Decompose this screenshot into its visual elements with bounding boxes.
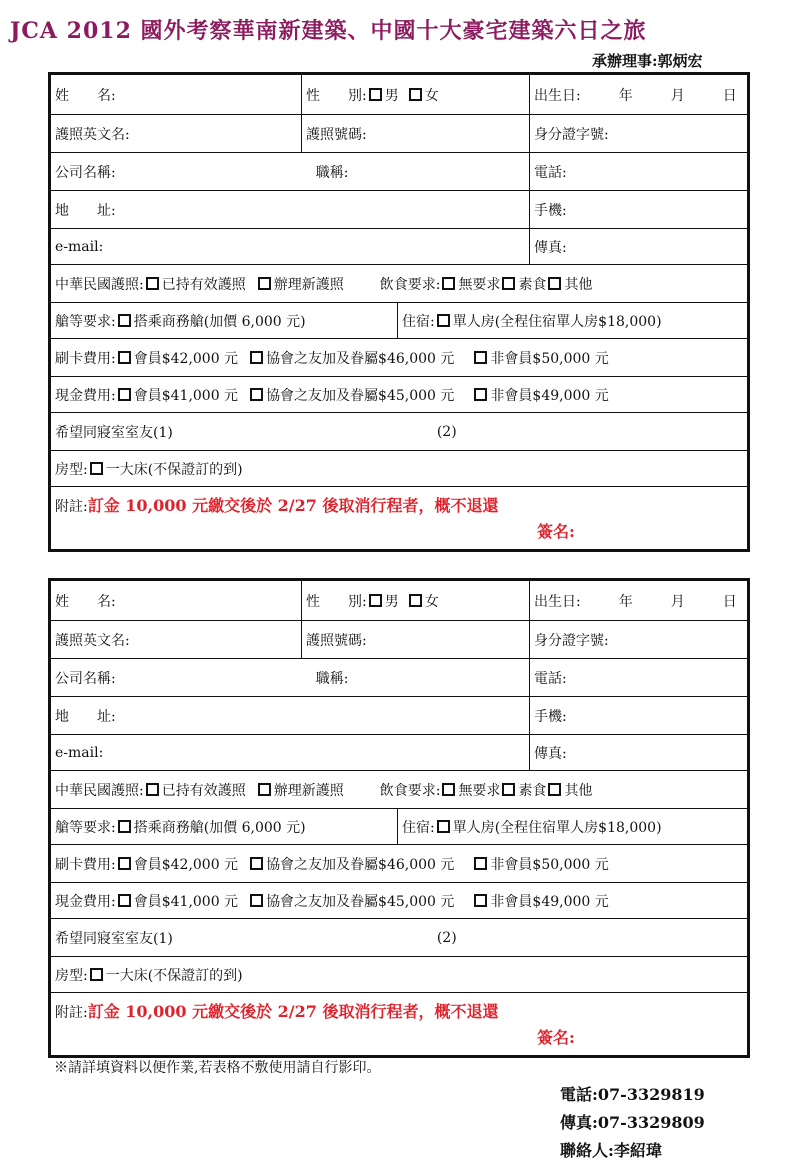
card-nonmember-checkbox[interactable] bbox=[474, 351, 487, 364]
row-roommate bbox=[51, 413, 747, 451]
card-friend-checkbox[interactable] bbox=[250, 351, 263, 364]
remark-text: 訂金 10,000 元繳交後於 2/27 後取消行程者，概不退還 bbox=[87, 496, 499, 515]
cabin-business-label: 搭乘商務艙(加價 6,000 元) bbox=[133, 819, 306, 836]
passport-en-name-label: 護照英文名: bbox=[55, 126, 130, 143]
contact-fax: 傳真:07-3329809 bbox=[560, 1113, 705, 1132]
phone-label: 電話: bbox=[534, 164, 567, 181]
phone-label: 電話: bbox=[534, 670, 567, 687]
registration-form-2 bbox=[48, 578, 750, 1058]
room-type-checkbox[interactable] bbox=[90, 968, 103, 981]
roc-passport-label: 中華民國護照: bbox=[55, 782, 144, 799]
address-label: 地 址: bbox=[55, 708, 116, 725]
cash-friend-label: 協會之友加及眷屬$45,000 元 bbox=[266, 387, 455, 404]
room-type-option: 一大床(不保證訂的到) bbox=[105, 967, 243, 984]
email-label: e-mail: bbox=[55, 744, 104, 761]
diet-other-checkbox[interactable] bbox=[548, 783, 561, 796]
card-nonmember-checkbox[interactable] bbox=[474, 857, 487, 870]
lodging-single-checkbox[interactable] bbox=[437, 820, 450, 833]
gender-female-label: 女 bbox=[424, 87, 439, 104]
cash-fee-label: 現金費用: bbox=[55, 387, 116, 404]
row-address bbox=[51, 191, 747, 229]
signature-label: 簽名: bbox=[537, 522, 575, 541]
card-member-checkbox[interactable] bbox=[118, 351, 131, 364]
cabin-business-label: 搭乘商務艙(加價 6,000 元) bbox=[133, 313, 306, 330]
gender-male-label: 男 bbox=[384, 87, 399, 104]
fax-label: 傳真: bbox=[534, 745, 567, 762]
passport-no-label: 護照號碼: bbox=[306, 632, 367, 649]
gender-label: 性 別: bbox=[306, 87, 367, 104]
cash-member-checkbox[interactable] bbox=[118, 388, 131, 401]
cash-nonmember-checkbox[interactable] bbox=[474, 894, 487, 907]
room-type-label: 房型: bbox=[55, 461, 88, 478]
job-title-label: 職稱: bbox=[315, 164, 349, 181]
gender-male-label: 男 bbox=[384, 593, 399, 610]
row-card-fee bbox=[51, 845, 747, 883]
name-label: 姓 名: bbox=[55, 87, 116, 104]
roommate-2-label: (2) bbox=[436, 423, 457, 440]
gender-female-label: 女 bbox=[424, 593, 439, 610]
cash-nonmember-label: 非會員$49,000 元 bbox=[490, 387, 609, 404]
passport-valid-checkbox[interactable] bbox=[146, 277, 159, 290]
job-title-label: 職稱: bbox=[315, 670, 349, 687]
roommate-2-label: (2) bbox=[436, 929, 457, 946]
row-roommate bbox=[51, 919, 747, 957]
roc-passport-label: 中華民國護照: bbox=[55, 276, 144, 293]
birth-day-label: 日 bbox=[722, 87, 737, 104]
lodging-label: 住宿: bbox=[402, 313, 435, 330]
contact-phone: 電話:07-3329819 bbox=[560, 1085, 705, 1104]
email-label: e-mail: bbox=[55, 238, 104, 255]
contact-person: 聯絡人:李紹瑋 bbox=[560, 1141, 662, 1160]
passport-valid-label: 已持有效護照 bbox=[161, 276, 246, 293]
cabin-business-checkbox[interactable] bbox=[118, 820, 131, 833]
passport-new-label: 辦理新護照 bbox=[273, 276, 344, 293]
cabin-label: 艙等要求: bbox=[55, 313, 116, 330]
name-label: 姓 名: bbox=[55, 593, 116, 610]
birth-label: 出生日: bbox=[534, 593, 581, 610]
card-friend-checkbox[interactable] bbox=[250, 857, 263, 870]
remark-text: 訂金 10,000 元繳交後於 2/27 後取消行程者，概不退還 bbox=[87, 1002, 499, 1021]
cash-nonmember-checkbox[interactable] bbox=[474, 388, 487, 401]
passport-new-checkbox[interactable] bbox=[258, 783, 271, 796]
roommate-label: 希望同寢室室友(1) bbox=[55, 424, 173, 441]
row-room-type bbox=[51, 957, 747, 993]
cash-member-label: 會員$41,000 元 bbox=[133, 387, 239, 404]
cash-friend-checkbox[interactable] bbox=[250, 894, 263, 907]
page-title: JCA 2012 國外考察華南新建築、中國十大豪宅建築六日之旅 bbox=[10, 18, 647, 44]
gender-male-checkbox[interactable] bbox=[369, 88, 382, 101]
id-no-label: 身分證字號: bbox=[534, 632, 609, 649]
row-email bbox=[51, 735, 747, 771]
gender-female-checkbox[interactable] bbox=[409, 88, 422, 101]
id-no-label: 身分證字號: bbox=[534, 126, 609, 143]
diet-veg-label: 素食 bbox=[518, 782, 547, 799]
organizer: 承辦理事:郭炳宏 bbox=[592, 52, 703, 70]
row-address bbox=[51, 697, 747, 735]
remark-label: 附註: bbox=[55, 499, 88, 515]
passport-en-name-label: 護照英文名: bbox=[55, 632, 130, 649]
row-name bbox=[51, 581, 747, 621]
remark-label: 附註: bbox=[55, 1005, 88, 1021]
cabin-label: 艙等要求: bbox=[55, 819, 116, 836]
diet-none-checkbox[interactable] bbox=[442, 277, 455, 290]
row-email bbox=[51, 229, 747, 265]
diet-none-label: 無要求 bbox=[458, 782, 501, 799]
row-room-type bbox=[51, 451, 747, 487]
diet-veg-checkbox[interactable] bbox=[502, 277, 515, 290]
company-label: 公司名稱: bbox=[55, 670, 116, 687]
signature-label: 簽名: bbox=[537, 1028, 575, 1047]
gender-male-checkbox[interactable] bbox=[369, 594, 382, 607]
card-member-checkbox[interactable] bbox=[118, 857, 131, 870]
registration-form-1 bbox=[48, 72, 750, 552]
cash-nonmember-label: 非會員$49,000 元 bbox=[490, 893, 609, 910]
birth-label: 出生日: bbox=[534, 87, 581, 104]
fax-label: 傳真: bbox=[534, 239, 567, 256]
cash-friend-checkbox[interactable] bbox=[250, 388, 263, 401]
diet-other-label: 其他 bbox=[564, 276, 593, 293]
row-company bbox=[51, 153, 747, 191]
birth-year-label: 年 bbox=[618, 87, 633, 104]
card-friend-label: 協會之友加及眷屬$46,000 元 bbox=[266, 350, 455, 367]
diet-label: 飲食要求: bbox=[379, 782, 441, 799]
diet-none-label: 無要求 bbox=[458, 276, 501, 293]
footnote: ※請詳填資料以便作業,若表格不敷使用請自行影印。 bbox=[54, 1060, 381, 1076]
row-roc-passport bbox=[51, 771, 747, 809]
row-company bbox=[51, 659, 747, 697]
row-cash-fee bbox=[51, 883, 747, 919]
cash-member-label: 會員$41,000 元 bbox=[133, 893, 239, 910]
mobile-label: 手機: bbox=[534, 202, 567, 219]
passport-new-checkbox[interactable] bbox=[258, 277, 271, 290]
cash-friend-label: 協會之友加及眷屬$45,000 元 bbox=[266, 893, 455, 910]
row-passport bbox=[51, 115, 747, 153]
mobile-label: 手機: bbox=[534, 708, 567, 725]
birth-month-label: 月 bbox=[670, 593, 685, 610]
passport-valid-label: 已持有效護照 bbox=[161, 782, 246, 799]
address-label: 地 址: bbox=[55, 202, 116, 219]
birth-month-label: 月 bbox=[670, 87, 685, 104]
roommate-label: 希望同寢室室友(1) bbox=[55, 930, 173, 947]
card-fee-label: 刷卡費用: bbox=[55, 350, 116, 367]
passport-no-label: 護照號碼: bbox=[306, 126, 367, 143]
diet-label: 飲食要求: bbox=[379, 276, 441, 293]
row-cabin bbox=[51, 303, 747, 339]
lodging-single-label: 單人房(全程住宿單人房$18,000) bbox=[452, 819, 662, 836]
row-cash-fee bbox=[51, 377, 747, 413]
gender-label: 性 別: bbox=[306, 593, 367, 610]
row-roc-passport bbox=[51, 265, 747, 303]
card-nonmember-label: 非會員$50,000 元 bbox=[490, 856, 609, 873]
company-label: 公司名稱: bbox=[55, 164, 116, 181]
room-type-checkbox[interactable] bbox=[90, 462, 103, 475]
card-member-label: 會員$42,000 元 bbox=[133, 856, 239, 873]
birth-year-label: 年 bbox=[618, 593, 633, 610]
lodging-label: 住宿: bbox=[402, 819, 435, 836]
card-friend-label: 協會之友加及眷屬$46,000 元 bbox=[266, 856, 455, 873]
diet-other-checkbox[interactable] bbox=[548, 277, 561, 290]
card-member-label: 會員$42,000 元 bbox=[133, 350, 239, 367]
row-passport bbox=[51, 621, 747, 659]
row-remark bbox=[51, 487, 747, 549]
diet-none-checkbox[interactable] bbox=[442, 783, 455, 796]
room-type-option: 一大床(不保證訂的到) bbox=[105, 461, 243, 478]
room-type-label: 房型: bbox=[55, 967, 88, 984]
row-card-fee bbox=[51, 339, 747, 377]
birth-day-label: 日 bbox=[722, 593, 737, 610]
passport-new-label: 辦理新護照 bbox=[273, 782, 344, 799]
row-cabin bbox=[51, 809, 747, 845]
cash-fee-label: 現金費用: bbox=[55, 893, 116, 910]
diet-other-label: 其他 bbox=[564, 782, 593, 799]
lodging-single-label: 單人房(全程住宿單人房$18,000) bbox=[452, 313, 662, 330]
card-fee-label: 刷卡費用: bbox=[55, 856, 116, 873]
gender-female-checkbox[interactable] bbox=[409, 594, 422, 607]
cabin-business-checkbox[interactable] bbox=[118, 314, 131, 327]
diet-veg-label: 素食 bbox=[518, 276, 547, 293]
row-remark bbox=[51, 993, 747, 1055]
cash-member-checkbox[interactable] bbox=[118, 894, 131, 907]
card-nonmember-label: 非會員$50,000 元 bbox=[490, 350, 609, 367]
lodging-single-checkbox[interactable] bbox=[437, 314, 450, 327]
passport-valid-checkbox[interactable] bbox=[146, 783, 159, 796]
diet-veg-checkbox[interactable] bbox=[502, 783, 515, 796]
row-name bbox=[51, 75, 747, 115]
